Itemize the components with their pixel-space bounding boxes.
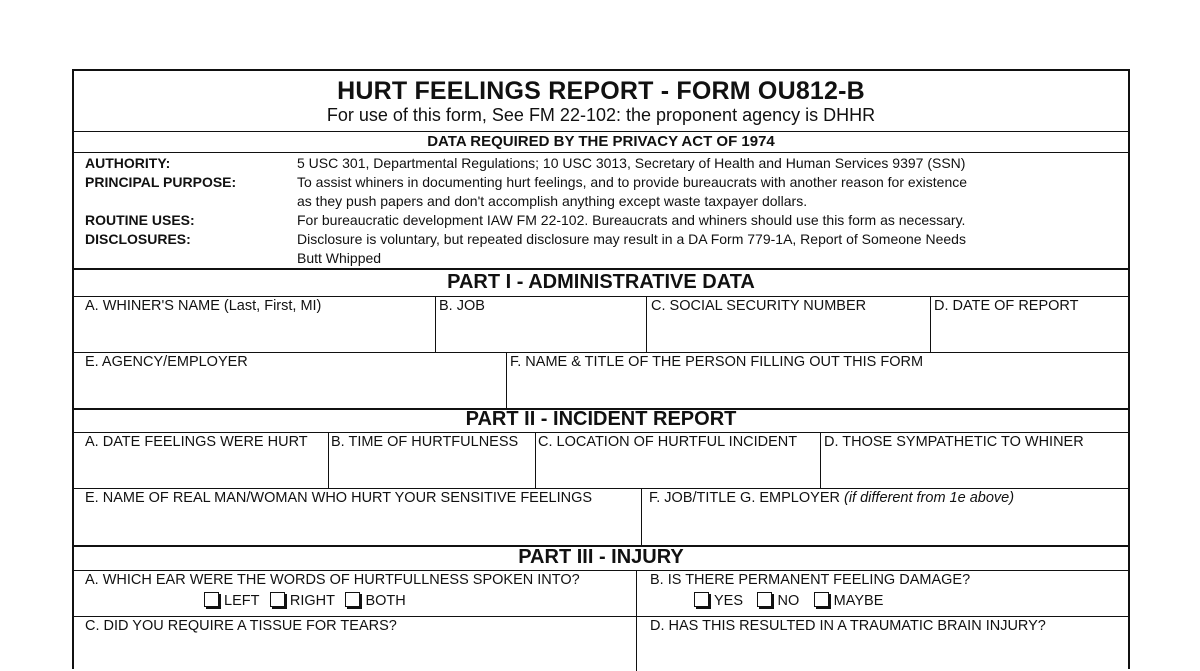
part3-heading: PART III - INJURY: [518, 546, 684, 568]
offender-name-field[interactable]: E. NAME OF REAL MAN/WOMAN WHO HURT YOUR SENSITIVE FEELINGS: [85, 490, 593, 506]
divider: [74, 352, 1128, 353]
date-hurt-field[interactable]: A. DATE FEELINGS WERE HURT: [85, 434, 308, 450]
divider: [74, 570, 1128, 571]
purpose-label: PRINCIPAL PURPOSE:: [85, 174, 237, 190]
purpose-text-line1: To assist whiners in documenting hurt feelings, and to provide bureaucrats with another reason for existence: [297, 174, 968, 190]
job-field[interactable]: B. JOB: [439, 298, 485, 314]
report-date-field[interactable]: D. DATE OF REPORT: [934, 298, 1079, 314]
part2-heading: PART II - INCIDENT REPORT: [465, 408, 737, 430]
divider: [535, 432, 536, 488]
tissue-question: C. DID YOU REQUIRE A TISSUE FOR TEARS?: [85, 618, 397, 634]
damage-yes-option[interactable]: YES: [694, 592, 743, 609]
offender-employer-note: (if different from 1e above): [844, 490, 1015, 506]
divider: [74, 488, 1128, 489]
ear-both-option[interactable]: BOTH: [345, 592, 405, 609]
agency-employer-field[interactable]: E. AGENCY/EMPLOYER: [85, 354, 248, 370]
divider: [930, 296, 931, 352]
disclosures-label: DISCLOSURES:: [85, 231, 191, 247]
checkbox-icon[interactable]: [814, 592, 829, 607]
offender-job-employer-label: F. JOB/TITLE G. EMPLOYER: [649, 490, 840, 506]
whiner-name-field[interactable]: A. WHINER'S NAME (Last, First, MI): [85, 298, 322, 314]
ear-left-option[interactable]: LEFT: [204, 592, 259, 609]
offender-job-employer-field[interactable]: [649, 490, 1014, 506]
divider: [328, 432, 329, 488]
ear-options: [204, 592, 412, 610]
routine-uses-text: For bureaucratic development IAW FM 22-102. Bureaucrats and whiners should use this form as necessary.: [297, 212, 966, 228]
divider: [435, 296, 436, 352]
form-title: HURT FEELINGS REPORT - FORM OU812-B: [337, 77, 865, 105]
time-hurtfulness-field[interactable]: B. TIME OF HURTFULNESS: [331, 434, 519, 450]
divider: [636, 570, 637, 671]
ear-question: A. WHICH EAR WERE THE WORDS OF HURTFULLNESS SPOKEN INTO?: [85, 572, 580, 588]
form-subtitle: For use of this form, See FM 22-102: the proponent agency is DHHR: [326, 105, 876, 125]
ssn-field[interactable]: C. SOCIAL SECURITY NUMBER: [651, 298, 867, 314]
disclosures-text-line1: Disclosure is voluntary, but repeated disclosure may result in a DA Form 779-1A, Report of Someone Needs: [297, 231, 966, 247]
checkbox-icon[interactable]: [204, 592, 219, 607]
preparer-name-title-field[interactable]: F. NAME & TITLE OF THE PERSON FILLING OUT THIS FORM: [510, 354, 924, 370]
hurt-feelings-form: [72, 69, 1130, 669]
privacy-heading: DATA REQUIRED BY THE PRIVACY ACT OF 1974: [427, 133, 775, 150]
checkbox-icon[interactable]: [270, 592, 285, 607]
sympathizers-field[interactable]: D. THOSE SYMPATHETIC TO WHINER: [824, 434, 1084, 450]
brain-injury-question: D. HAS THIS RESULTED IN A TRAUMATIC BRAIN INJURY?: [650, 618, 1046, 634]
divider: [74, 152, 1128, 153]
divider: [74, 616, 1128, 617]
divider: [646, 296, 647, 352]
feeling-damage-question: B. IS THERE PERMANENT FEELING DAMAGE?: [650, 572, 971, 588]
divider: [820, 432, 821, 488]
routine-uses-label: ROUTINE USES:: [85, 212, 195, 228]
divider: [74, 131, 1128, 132]
authority-label: AUTHORITY:: [85, 155, 171, 171]
checkbox-icon[interactable]: [345, 592, 360, 607]
checkbox-icon[interactable]: [757, 592, 772, 607]
authority-text: 5 USC 301, Departmental Regulations; 10 USC 3013, Secretary of Health and Human Services 9397 (SSN): [297, 155, 966, 171]
ear-right-option[interactable]: RIGHT: [270, 592, 335, 609]
divider: [641, 488, 642, 545]
checkbox-icon[interactable]: [694, 592, 709, 607]
part1-heading: PART I - ADMINISTRATIVE DATA: [447, 271, 755, 293]
location-field[interactable]: C. LOCATION OF HURTFUL INCIDENT: [538, 434, 798, 450]
divider: [74, 268, 1128, 270]
damage-no-option[interactable]: NO: [757, 592, 799, 609]
feeling-damage-options: [694, 592, 889, 610]
damage-maybe-option[interactable]: MAYBE: [814, 592, 884, 609]
divider: [506, 352, 507, 408]
divider: [74, 432, 1128, 433]
divider: [74, 296, 1128, 297]
purpose-text-line2: as they push papers and don't accomplish anything except waste taxpayer dollars.: [297, 193, 808, 209]
disclosures-text-line2: Butt Whipped: [297, 250, 382, 266]
